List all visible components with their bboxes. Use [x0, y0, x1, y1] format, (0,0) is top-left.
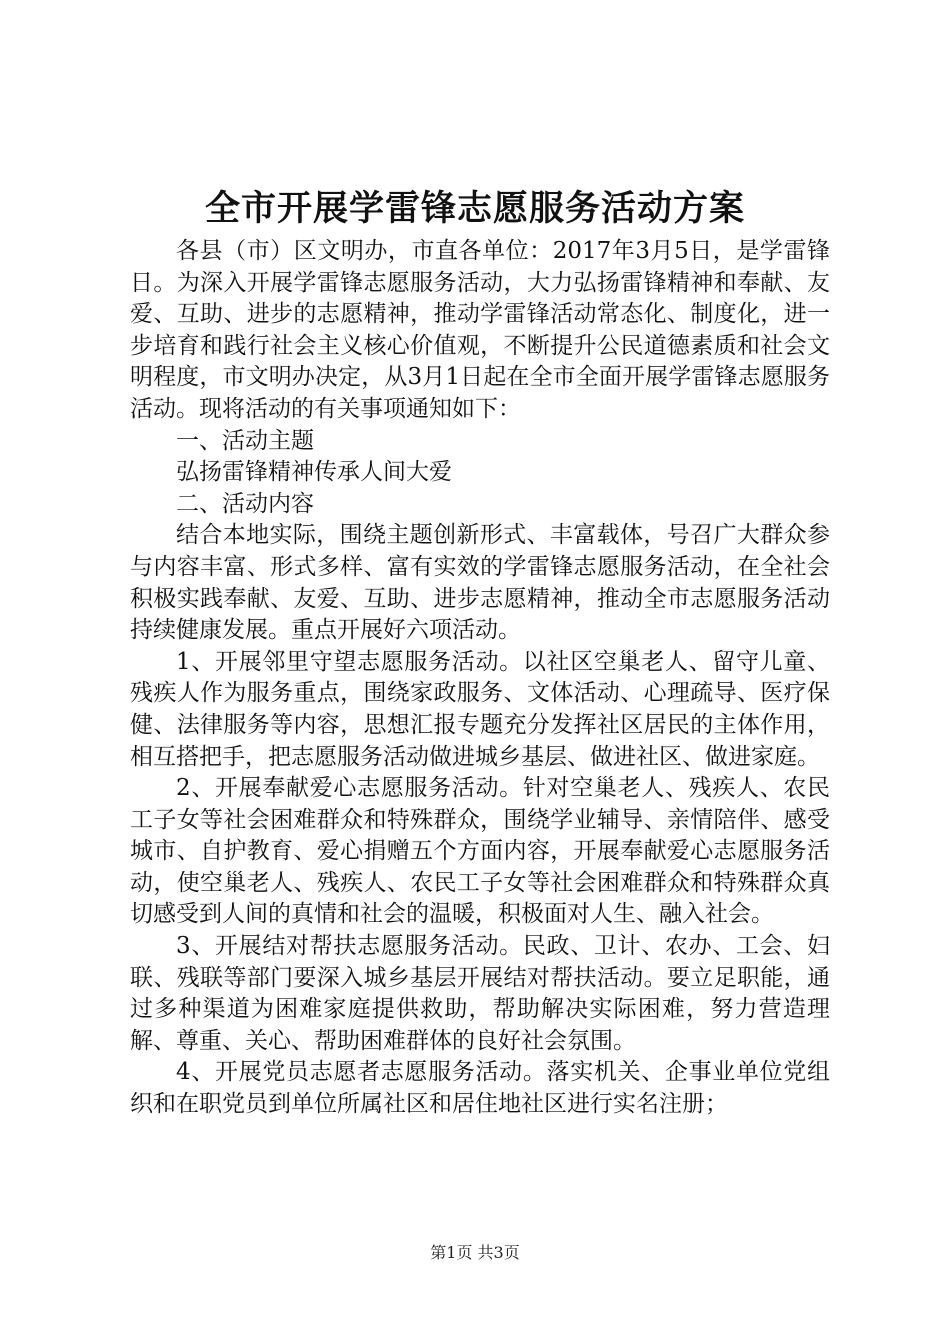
paragraph-activity-2: 2、开展奉献爱心志愿服务活动。针对空巢老人、残疾人、农民工子女等社会困难群众和特殊群众，围绕学业辅导、亲情陪伴、感受城市、自护教育、爱心捐赠五个方面内容，开展奉献爱心志愿服务活动，使空巢老人、残疾人、农民工子女等社会困难群众和特殊群众真切感受到人间的真情和社会的温暖，积极面对人生、融入社会。	[130, 775, 830, 928]
paragraph-theme: 弘扬雷锋精神传承人间大爱	[176, 459, 452, 486]
section-heading-theme: 一、活动主题	[176, 427, 314, 454]
paragraph-intro: 各县（市）区文明办，市直各单位：2017年3月5日，是学雷锋日。为深入开展学雷锋志愿服务活动，大力弘扬雷锋精神和奉献、友爱、互助、进步的志愿精神，推动学雷锋活动常态化、制度化，进一步培育和践行社会主义核心价值观，不断提升公民道德素质和社会文明程度，市文明办决定，从3月1日起在全市全面开展学雷锋志愿服务活动。现将活动的有关事项通知如下：	[130, 238, 830, 422]
page-footer: 第1页 共3页	[430, 1243, 520, 1262]
document-title: 全市开展学雷锋志愿服务活动方案	[204, 188, 745, 229]
document-body	[130, 236, 830, 1121]
section-heading-content: 二、活动内容	[176, 490, 314, 517]
paragraph-activity-1: 1、开展邻里守望志愿服务活动。以社区空巢老人、留守儿童、残疾人作为服务重点，围绕家政服务、文体活动、心理疏导、医疗保健、法律服务等内容，思想汇报专题充分发挥社区居民的主体作用，相互搭把手，把志愿服务活动做进城乡基层、做进社区、做进家庭。	[130, 648, 830, 770]
paragraph-activity-3: 3、开展结对帮扶志愿服务活动。民政、卫计、农办、工会、妇联、残联等部门要深入城乡基层开展结对帮扶活动。要立足职能，通过多种渠道为困难家庭提供救助，帮助解决实际困难，努力营造理解、尊重、关心、帮助困难群体的良好社会氛围。	[130, 933, 830, 1054]
paragraph-activity-4: 4、开展党员志愿者志愿服务活动。落实机关、企事业单位党组织和在职党员到单位所属社区和居住地社区进行实名注册；	[130, 1059, 830, 1118]
paragraph-content-overview: 结合本地实际，围绕主题创新形式、丰富载体，号召广大群众参与内容丰富、形式多样、富有实效的学雷锋志愿服务活动，在全社会积极实践奉献、友爱、互助、进步志愿精神，推动全市志愿服务活动持续健康发展。重点开展好六项活动。	[130, 522, 830, 644]
